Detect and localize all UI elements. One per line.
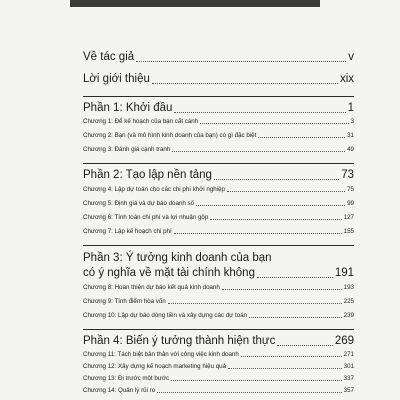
chapter-page: 155 — [343, 228, 354, 235]
chapter-title: Chương 1: Để kế hoạch của bạn cất cánh — [83, 118, 199, 125]
toc-entry-author[interactable] — [83, 52, 354, 64]
dot-leader — [171, 380, 342, 381]
section-divider — [83, 96, 354, 97]
chapter-title: Chương 4: Lập dự toán cho các chi phí khởi nghiệp — [83, 186, 225, 193]
section-divider — [83, 163, 354, 164]
toc-chapter-9[interactable] — [83, 299, 354, 305]
chapter-page: 127 — [343, 214, 354, 221]
dot-leader — [257, 277, 333, 278]
chapter-page: 49 — [347, 146, 354, 153]
chapter-page: 193 — [343, 284, 354, 291]
chapter-title: Chương 13: Đi trước một bước — [83, 375, 170, 382]
toc-part-4[interactable] — [83, 336, 354, 348]
chapter-page: 3 — [350, 118, 354, 125]
dot-leader — [214, 179, 339, 180]
toc-chapter-2[interactable] — [83, 133, 354, 139]
chapter-title: Chương 9: Tính điểm hòa vốn — [83, 298, 166, 305]
dot-leader — [168, 303, 342, 304]
chapter-title: Chương 3: Đánh giá cạnh tranh — [83, 146, 171, 153]
chapter-page: 31 — [347, 132, 354, 139]
part-title-line-2: có ý nghĩa về mặt tài chính không — [83, 267, 255, 279]
toc-chapter-14[interactable] — [83, 388, 354, 394]
toc-part-2[interactable] — [83, 170, 354, 182]
dot-leader — [174, 112, 345, 113]
chapter-title: Chương 7: Lập kế hoạch chi phí — [83, 228, 172, 235]
entry-title: Về tác giả — [83, 51, 135, 63]
dot-leader — [196, 205, 345, 206]
chapter-title: Chương 6: Tính toán chi phí và lợi nhuận gộp — [83, 214, 209, 221]
part-title: Phần 1: Khởi đầu — [83, 102, 173, 114]
chapter-page: 239 — [343, 312, 354, 319]
dot-leader — [258, 137, 345, 138]
chapter-page: 271 — [343, 351, 354, 358]
toc-chapter-4[interactable] — [83, 187, 354, 193]
part-title: Phần 2: Tạo lập nền tảng — [83, 169, 212, 181]
dot-leader — [136, 61, 346, 62]
toc-chapter-11[interactable] — [83, 352, 354, 358]
chapter-title: Chương 8: Hoàn thiện dự báo kết quả kinh doanh — [83, 284, 220, 291]
toc-chapter-6[interactable] — [83, 215, 354, 221]
dot-leader — [152, 83, 338, 84]
chapter-title: Chương 12: Xây dựng kế hoạch marketing hiệu quả — [83, 363, 227, 370]
part-page: 1 — [347, 102, 354, 114]
dot-leader — [277, 345, 332, 346]
dot-leader — [227, 191, 345, 192]
toc-entry-intro[interactable] — [83, 74, 354, 86]
chapter-title: Chương 14: Quản lý rủi ro — [83, 387, 156, 394]
chapter-page: 357 — [343, 387, 354, 394]
dot-leader — [241, 356, 342, 357]
toc-chapter-8[interactable] — [83, 285, 354, 291]
entry-page: xix — [339, 73, 354, 85]
dot-leader — [228, 368, 342, 369]
toc-part-3[interactable] — [83, 268, 354, 280]
chapter-page: 75 — [347, 186, 354, 193]
section-divider — [83, 329, 354, 330]
chapter-page: 99 — [347, 200, 354, 207]
toc-chapter-1[interactable] — [83, 119, 354, 125]
dot-leader — [172, 151, 345, 152]
toc-chapter-3[interactable] — [83, 147, 354, 153]
chapter-title: Chương 2: Bạn (và mô hình kinh doanh của bạn) có gì đặc biệt — [83, 132, 257, 139]
dot-leader — [200, 123, 348, 124]
dot-leader — [222, 289, 342, 290]
chapter-page: 225 — [343, 298, 354, 305]
entry-page: v — [348, 51, 354, 63]
chapter-page: 337 — [343, 375, 354, 382]
toc-chapter-13[interactable] — [83, 376, 354, 382]
chapter-title: Chương 11: Tách biệt bản thân với công việc kinh doanh — [83, 351, 239, 358]
part-title-line-1[interactable]: Phần 3: Ý tưởng kinh doanh của bạn — [83, 252, 272, 264]
dot-leader — [249, 317, 342, 318]
toc-chapter-10[interactable] — [83, 313, 354, 319]
section-divider — [83, 245, 354, 246]
toc-part-1[interactable] — [83, 103, 354, 115]
chapter-title: Chương 5: Định giá và dự báo doanh số — [83, 200, 195, 207]
part-title: Phần 4: Biến ý tưởng thành hiện thực — [83, 335, 276, 347]
part-page: 269 — [334, 335, 354, 347]
part-page: 73 — [341, 169, 354, 181]
part-page: 191 — [334, 267, 354, 279]
toc-chapter-12[interactable] — [83, 364, 354, 370]
dot-leader — [157, 392, 342, 393]
toc-chapter-5[interactable] — [83, 201, 354, 207]
toc-chapter-7[interactable] — [83, 229, 354, 235]
dot-leader — [174, 233, 342, 234]
chapter-title: Chương 10: Lập dự báo dòng tiền và xây dựng các dự toán — [83, 312, 248, 319]
entry-title: Lời giới thiệu — [83, 73, 150, 85]
chapter-page: 301 — [343, 363, 354, 370]
dot-leader — [210, 219, 341, 220]
